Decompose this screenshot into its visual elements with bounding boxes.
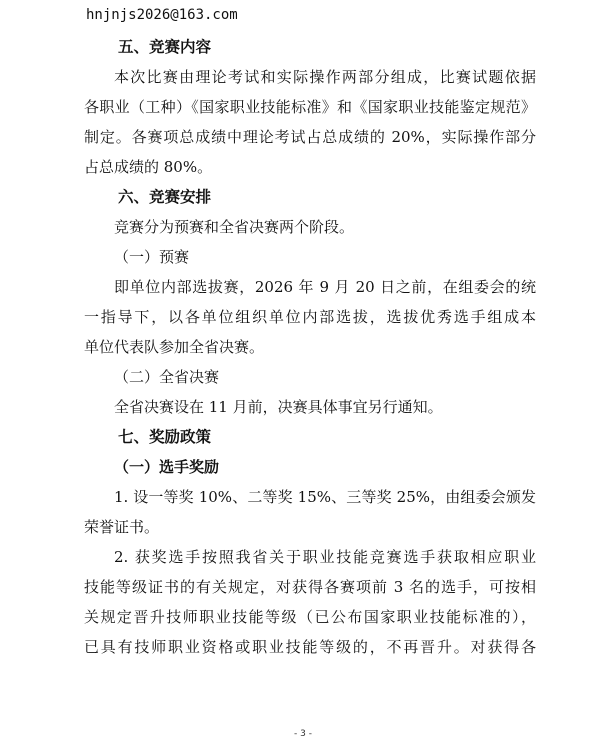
award-item-1 bbox=[84, 482, 536, 542]
paragraph-line: 1. 设一等奖 10%、二等奖 15%、三等奖 25%，由组委会颁发 bbox=[114, 488, 536, 506]
paragraph-line: 单位代表队参加全省决赛。 bbox=[84, 338, 265, 356]
paragraph-line: 占总成绩的 80%。 bbox=[84, 158, 213, 176]
paragraph-line: 全省决赛设在 11 月前，决赛具体事宜另行通知。 bbox=[114, 398, 443, 416]
paragraph-line: 本次比赛由理论考试和实际操作两部分组成，比赛试题依据 bbox=[114, 68, 536, 86]
paragraph-line: 荣誉证书。 bbox=[84, 518, 160, 536]
paragraph-line: 一指导下，以各单位组织单位内部选拔，选拔优秀选手组成本 bbox=[84, 308, 536, 326]
section-5-heading: 五、竞赛内容 bbox=[118, 38, 212, 56]
paragraph-line: 制定。各赛项总成绩中理论考试占总成绩的 20%，实际操作部分 bbox=[84, 128, 536, 146]
page-number: - 3 - bbox=[294, 729, 312, 739]
paragraph-line: 竞赛分为预赛和全省决赛两个阶段。 bbox=[114, 218, 355, 236]
paragraph-line: 即单位内部选拔赛，2026 年 9 月 20 日之前，在组委会的统 bbox=[114, 278, 536, 296]
paragraph-line: 已具有技师职业资格或职业技能等级的，不再晋升。对获得各 bbox=[84, 638, 536, 656]
section-6-intro bbox=[84, 212, 536, 242]
section-7-heading: 七、奖励政策 bbox=[118, 428, 212, 446]
document-body bbox=[84, 32, 536, 662]
subsection-preliminary-paragraph bbox=[84, 272, 536, 362]
paragraph-line: 2. 获奖选手按照我省关于职业技能竞赛选手获取相应职业 bbox=[114, 548, 536, 566]
section-6-heading: 六、竞赛安排 bbox=[118, 188, 212, 206]
section-5-paragraph bbox=[84, 62, 536, 182]
subsection-preliminary-heading: （一）预赛 bbox=[114, 248, 190, 266]
paragraph-line: 关规定晋升技师职业技能等级（已公布国家职业技能标准的）， bbox=[84, 608, 536, 626]
subsection-final-paragraph bbox=[84, 392, 536, 422]
subsection-final-heading: （二）全省决赛 bbox=[114, 368, 220, 386]
paragraph-line: 技能等级证书的有关规定，对获得各赛项前 3 名的选手，可按相 bbox=[84, 578, 536, 596]
subsection-awards-heading: （一）选手奖励 bbox=[114, 458, 220, 476]
paragraph-line: 各职业（工种）《国家职业技能标准》和《国家职业技能鉴定规范》 bbox=[84, 98, 536, 116]
contact-email: hnjnjs2026@163.com bbox=[86, 7, 238, 23]
award-item-2 bbox=[84, 542, 536, 662]
